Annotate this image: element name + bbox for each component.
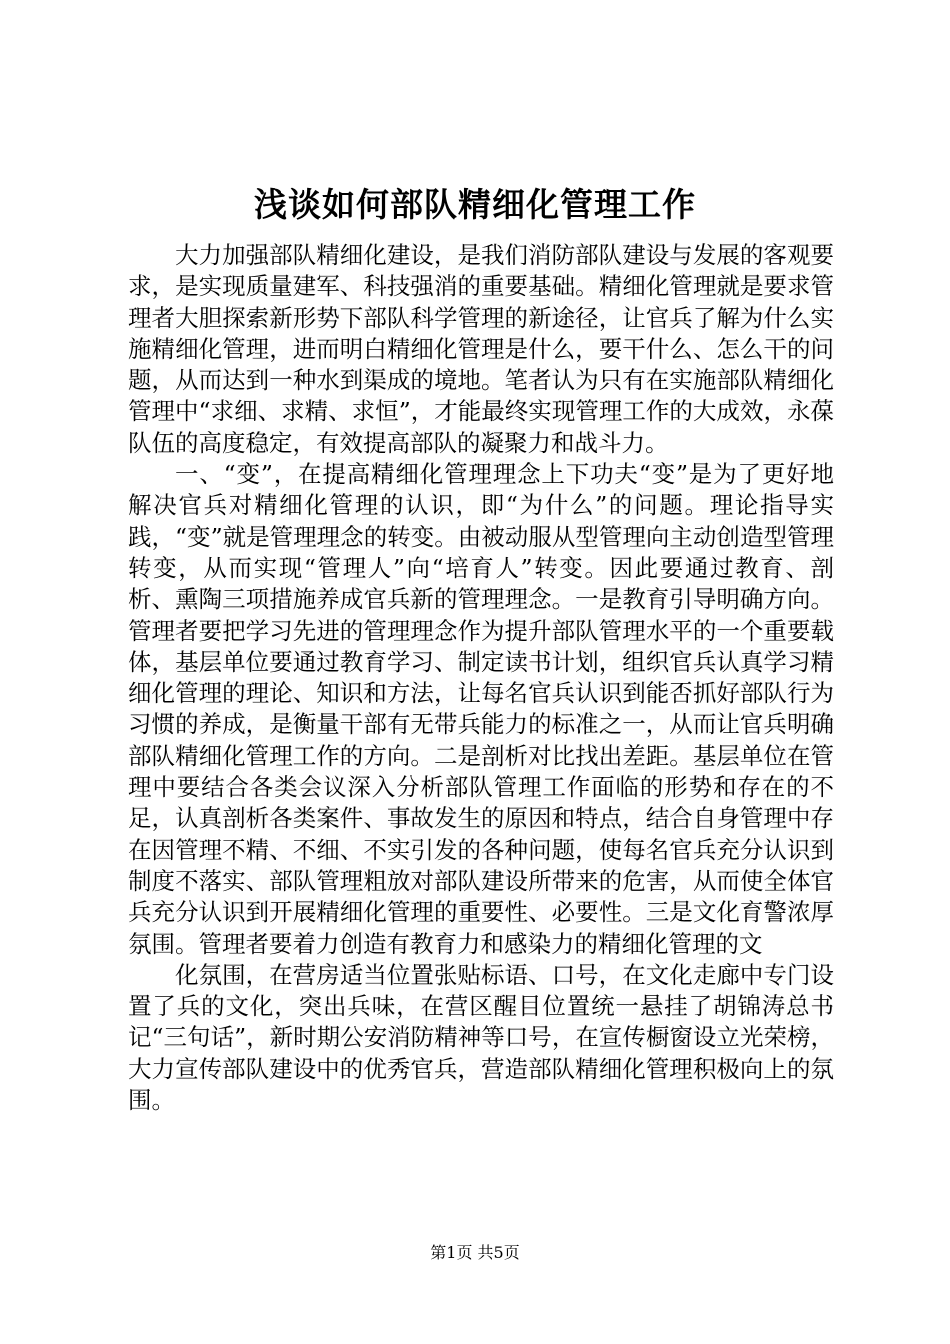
document-body	[128, 240, 834, 1116]
document-title: 浅谈如何部队精细化管理工作	[254, 185, 696, 224]
paragraph-section-one: 一、“变”，在提高精细化管理理念上下功夫“变”是为了更好地解决官兵对精细化管理的认识，即“为什么”的问题。理论指导实践，“变”就是管理理念的转变。由被动服从型管理向主动创造型管理转变，从而实现“管理人”向“培育人”转变。因此要通过教育、剖析、熏陶三项措施养成官兵新的管理理念。一是教育引导明确方向。管理者要把学习先进的管理理念作为提升部队管理水平的一个重要载体，基层单位要通过教育学习、制定读书计划，组织官兵认真学习精细化管理的理论、知识和方法，让每名官兵认识到能否抓好部队行为习惯的养成，是衡量干部有无带兵能力的标准之一，从而让官兵明确部队精细化管理工作的方向。二是剖析对比找出差距。基层单位在管理中要结合各类会议深入分析部队管理工作面临的形势和存在的不足，认真剖析各类案件、事故发生的原因和特点，结合自身管理中存在因管理不精、不细、不实引发的各种问题，使每名官兵充分认识到制度不落实、部队管理粗放对部队建设所带来的危害，从而使全体官兵充分认识到开展精细化管理的重要性、必要性。三是文化育警浓厚氛围。管理者要着力创造有教育力和感染力的精细化管理的文	[128, 460, 834, 958]
paragraph-continuation: 化氛围，在营房适当位置张贴标语、口号，在文化走廊中专门设置了兵的文化，突出兵味，在营区醒目位置统一悬挂了胡锦涛总书记“三句话”，新时期公安消防精神等口号，在宣传橱窗设立光荣榜，大力宣传部队建设中的优秀官兵，营造部队精细化管理积极向上的氛围。	[128, 960, 834, 1115]
page-footer: 第1页 共5页	[430, 1243, 520, 1262]
paragraph-intro: 大力加强部队精细化建设，是我们消防部队建设与发展的客观要求，是实现质量建军、科技强消的重要基础。精细化管理就是要求管理者大胆探索新形势下部队科学管理的新途径，让官兵了解为什么实施精细化管理，进而明白精细化管理是什么，要干什么、怎么干的问题，从而达到一种水到渠成的境地。笔者认为只有在实施部队精细化管理中“求细、求精、求恒”，才能最终实现管理工作的大成效，永葆队伍的高度稳定，有效提高部队的凝聚力和战斗力。	[128, 241, 834, 457]
